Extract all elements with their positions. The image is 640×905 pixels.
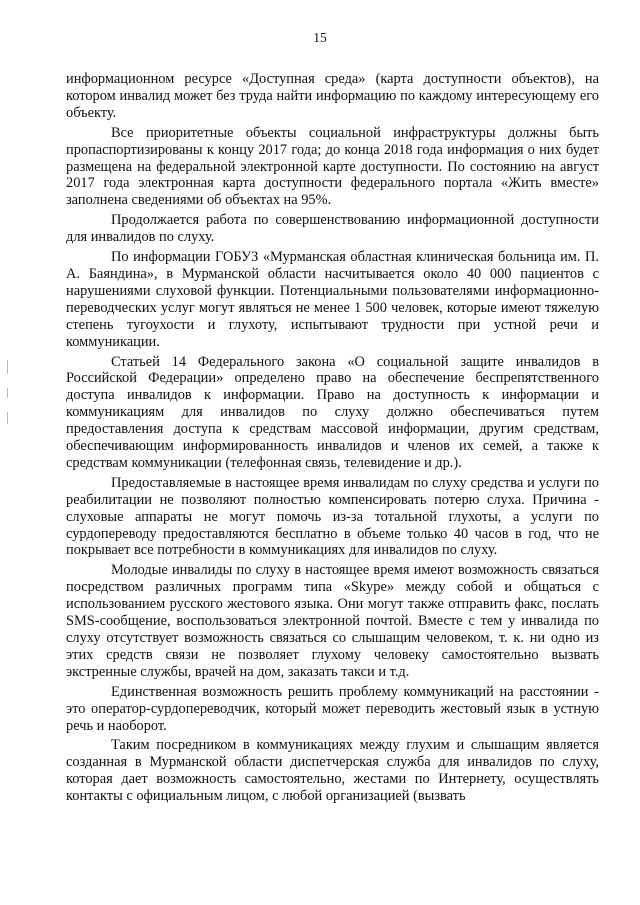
paragraph: информационном ресурсе «Доступная среда» (карта доступности объектов), на котором инвалид может без труда найти информацию по каждому интересующему его объекту. xyxy=(66,71,599,121)
paragraph: Продолжается работа по совершенствованию информационной доступности для инвалидов по слуху. xyxy=(66,212,599,246)
scan-edge-mark xyxy=(7,360,8,374)
document-body xyxy=(66,71,599,808)
paragraph: Статьей 14 Федерального закона «О социальной защите инвалидов в Российской Федерации» определено право на обеспечение беспрепятственного доступа инвалидов к информации. Право на доступность к информации и коммуникациям для инвалидов по слуху должно обеспечиваться путем предоставления доступа к средствам массовой информации, другим средствам, обеспечивающим информированность инвалидов и членов их семей, а также к средствам коммуникации (телефонная связь, телевидение и др.). xyxy=(66,353,599,471)
scan-edge-mark xyxy=(7,412,8,424)
paragraph: Единственная возможность решить проблему коммуникаций на расстоянии - это оператор-сурдопереводчик, который может переводить жестовый язык в устную речь и наоборот. xyxy=(66,683,599,734)
paragraph: Предоставляемые в настоящее время инвалидам по слуху средства и услуги по реабилитации не позволяют полностью компенсировать потерю слуха. Причина - слуховые аппараты не могут помочь из-за тотальной глухоты, а услуги по сурдопереводу предоставляются бесплатно в объеме только 40 часов в год, что не покрывает все потребности в коммуникациях для инвалидов по слуху. xyxy=(66,474,599,559)
scan-edge-mark xyxy=(7,388,8,398)
paragraph: Таким посредником в коммуникациях между глухим и слышащим является созданная в Мурманской области диспетчерская служба для инвалидов по слуху, которая дает возможность самостоятельно, жестами по Интернету, осуществлять контакты с официальным лицом, с любой организацией (вызвать xyxy=(66,737,599,805)
paragraph: Молодые инвалиды по слуху в настоящее время имеют возможность связаться посредством различных программ типа «Skype» между собой и общаться с использованием русского жестового языка. Они могут также отправить факс, послать SMS-сообщение, воспользоваться электронной почтой. Вместе с тем у инвалида по слуху отсутствует возможность связаться со слышащим человеком, т. к. ни одно из этих средств связи не позволяет глухому человеку самостоятельно вызвать экстренные службы, врачей на дом, заказать такси и т.д. xyxy=(66,562,599,680)
page-number: 15 xyxy=(313,30,327,45)
paragraph: По информации ГОБУЗ «Мурманская областная клиническая больница им. П. А. Баяндина», в Мурманской области насчитывается около 40 000 пациентов с нарушениями слуховой функции. Потенциальными пользователями информационно-переводческих услуг могут являться не менее 1 500 человек, которые имеют тяжелую степень тугоухости и глухоту, испытывают трудности при устной речи и коммуникации. xyxy=(66,249,599,350)
paragraph: Все приоритетные объекты социальной инфраструктуры должны быть пропаспортизированы к концу 2017 года; до конца 2018 года информация о них будет размещена на федеральной электронной карте доступности. По состоянию на август 2017 года электронная карта доступности федерального портала «Жить вместе» заполнена сведениями об объектах на 95%. xyxy=(66,124,599,209)
